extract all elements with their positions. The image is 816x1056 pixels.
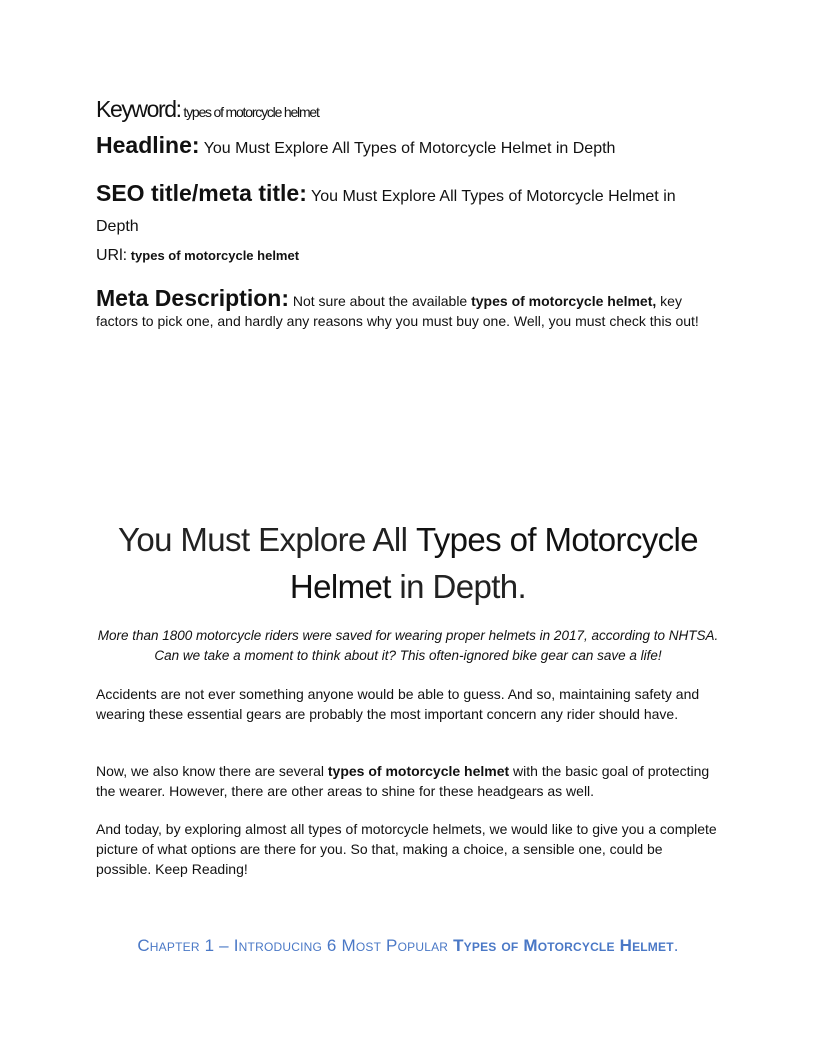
chapter-end: . — [673, 936, 679, 955]
body-paragraph-1: Accidents are not ever something anyone would be able to guess. And so, maintaining safety and wearing these essential gears are probably the most important concern any rider should have. — [96, 686, 700, 722]
headline-line — [96, 132, 615, 159]
meta-description-text-after: key factors to pick one, and hardly any reasons why you must buy one. Well, you must check this out! — [96, 293, 699, 329]
seo-title-value: You Must Explore All Types of Motorcycle Helmet in Depth — [96, 188, 676, 235]
article-title — [96, 516, 720, 610]
seo-title-line — [96, 178, 720, 242]
body-paragraph-3: And today, by exploring almost all types of motorcycle helmets, we would like to give you a complete picture of what options are there for you. So that, making a choice, a sensible one, could be possible. Keep Reading! — [96, 821, 717, 877]
meta-description-bold: types of motorcycle helmet, — [471, 293, 657, 309]
headline-label: Headline: — [96, 132, 200, 158]
headline-value: You Must Explore All Types of Motorcycle Helmet in Depth — [199, 140, 616, 157]
chapter-bold: Types of Motorcycle Helmet — [453, 936, 674, 955]
chapter-plain: Chapter 1 – Introducing 6 Most Popular — [137, 936, 454, 955]
seo-title-label: SEO title/meta title: — [96, 180, 307, 206]
keyword-line — [96, 98, 319, 121]
chapter-heading — [96, 936, 720, 956]
para2-bold: types of motorcycle helmet — [327, 763, 510, 779]
para2-before: Now, we also know there are several — [96, 763, 328, 779]
url-label: URl: — [96, 247, 128, 264]
intro-paragraph: More than 1800 motorcycle riders were saved for wearing proper helmets in 2017, according to NHTSA. Can we take a moment to think about it? This often-ignored bike gear can save a life! — [97, 628, 719, 663]
meta-description-label: Meta Description: — [96, 285, 289, 311]
para2-after: with the basic goal of protecting the wearer. However, there are other areas to shine for these headgears as well. — [96, 763, 710, 799]
keyword-value: types of motorcycle helmet — [180, 104, 319, 120]
title-before: You Must Explore All — [117, 521, 416, 558]
url-line — [96, 247, 299, 265]
keyword-label: Keyword: — [96, 96, 181, 122]
meta-description — [96, 285, 720, 331]
meta-description-text-before: Not sure about the available — [288, 293, 472, 309]
title-after: in Depth. — [390, 568, 527, 605]
title-keyword: Types of Motorcycle Helmet — [289, 521, 699, 605]
url-value: types of motorcycle helmet — [127, 248, 300, 263]
body-paragraph-2 — [96, 761, 720, 801]
